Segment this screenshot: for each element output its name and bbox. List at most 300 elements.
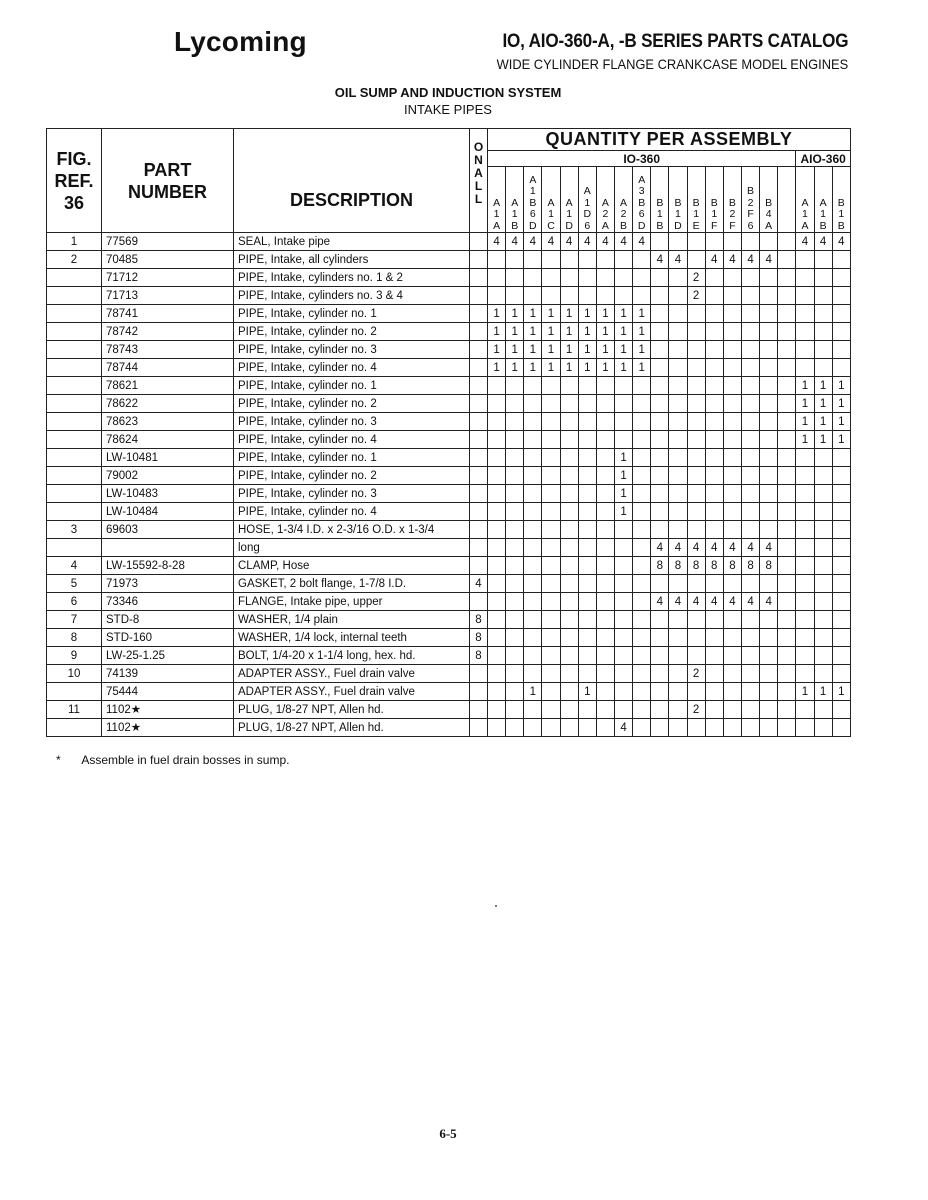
part-number-cell: LW-10484 (102, 503, 234, 521)
on-all-qty-cell (470, 503, 488, 521)
description-cell: WASHER, 1/4 lock, internal teeth (234, 629, 470, 647)
model-code-header (506, 167, 524, 233)
qty-cell (741, 521, 759, 539)
qty-cell (778, 449, 796, 467)
qty-cell (705, 629, 723, 647)
fig-ref-cell (47, 467, 102, 485)
qty-cell (506, 269, 524, 287)
fig-ref-cell: 2 (47, 251, 102, 269)
qty-cell (506, 719, 524, 737)
model-code-char: B (819, 219, 827, 232)
qty-cell (778, 431, 796, 449)
qty-cell (723, 269, 741, 287)
table-row (47, 305, 851, 323)
qty-cell (778, 701, 796, 719)
model-code-char: A (620, 196, 628, 209)
header-text: REF. (54, 170, 94, 191)
qty-cell (796, 629, 814, 647)
model-code-char: D (565, 219, 573, 232)
part-number-cell: 75444 (102, 683, 234, 701)
table-row (47, 359, 851, 377)
qty-cell (560, 287, 578, 305)
qty-cell (633, 557, 651, 575)
quantity-per-assembly-header: QUANTITY PER ASSEMBLY (488, 129, 851, 151)
description-cell: PIPE, Intake, cylinder no. 2 (234, 395, 470, 413)
description-cell: BOLT, 1/4-20 x 1-1/4 long, hex. hd. (234, 647, 470, 665)
qty-cell: 1 (614, 341, 632, 359)
header-text: FIG. (56, 148, 92, 169)
fig-ref-cell (47, 305, 102, 323)
qty-cell (814, 629, 832, 647)
fig-ref-cell: 9 (47, 647, 102, 665)
qty-cell (814, 593, 832, 611)
model-code-header (524, 167, 542, 233)
qty-cell: 4 (633, 233, 651, 251)
qty-cell (614, 395, 632, 413)
qty-cell (741, 305, 759, 323)
qty-cell (614, 611, 632, 629)
model-code-char: F (729, 219, 736, 232)
footnote (56, 753, 289, 767)
qty-cell (614, 269, 632, 287)
qty-cell: 2 (687, 665, 705, 683)
fig-ref-cell (47, 539, 102, 557)
qty-cell (560, 431, 578, 449)
model-code-char: D (637, 219, 646, 232)
qty-cell (705, 575, 723, 593)
qty-cell (832, 647, 850, 665)
qty-cell (596, 611, 614, 629)
description-cell: WASHER, 1/4 plain (234, 611, 470, 629)
qty-cell (651, 287, 669, 305)
qty-cell (687, 647, 705, 665)
qty-cell (524, 377, 542, 395)
model-code-header (796, 167, 814, 233)
qty-cell (542, 503, 560, 521)
qty-cell (814, 485, 832, 503)
qty-cell (760, 341, 778, 359)
qty-cell (778, 395, 796, 413)
table-row (47, 287, 851, 305)
qty-cell (778, 485, 796, 503)
qty-cell (506, 647, 524, 665)
qty-cell (832, 719, 850, 737)
qty-cell (596, 377, 614, 395)
qty-cell (542, 629, 560, 647)
model-code-header (723, 167, 741, 233)
part-number-cell (102, 539, 234, 557)
fig-ref-cell: 1 (47, 233, 102, 251)
qty-cell: 8 (669, 557, 687, 575)
qty-cell (506, 557, 524, 575)
qty-cell (832, 503, 850, 521)
qty-cell (596, 539, 614, 557)
part-number-cell: 69603 (102, 521, 234, 539)
qty-cell (760, 521, 778, 539)
qty-cell: 2 (687, 701, 705, 719)
part-number-cell: LW-10483 (102, 485, 234, 503)
fig-ref-cell: 8 (47, 629, 102, 647)
qty-cell: 8 (760, 557, 778, 575)
qty-cell (542, 719, 560, 737)
qty-cell: 4 (669, 251, 687, 269)
qty-cell (741, 719, 759, 737)
qty-cell (814, 359, 832, 377)
qty-cell: 1 (832, 683, 850, 701)
qty-cell (760, 395, 778, 413)
qty-cell (760, 503, 778, 521)
qty-cell (760, 323, 778, 341)
qty-cell: 1 (614, 467, 632, 485)
part-number-cell: 73346 (102, 593, 234, 611)
header-text: PART (143, 159, 192, 180)
qty-cell (596, 575, 614, 593)
qty-cell (596, 557, 614, 575)
description-cell: PIPE, Intake, cylinder no. 4 (234, 503, 470, 521)
on-all-qty-cell (470, 413, 488, 431)
section-title: OIL SUMP AND INDUCTION SYSTEM (334, 85, 562, 100)
fig-ref-cell: 5 (47, 575, 102, 593)
qty-cell (524, 431, 542, 449)
qty-cell (560, 701, 578, 719)
qty-cell (705, 701, 723, 719)
qty-cell (796, 665, 814, 683)
qty-cell (542, 665, 560, 683)
qty-cell (506, 395, 524, 413)
qty-cell: 1 (578, 359, 596, 377)
qty-cell (687, 503, 705, 521)
fig-ref-cell: 7 (47, 611, 102, 629)
qty-cell (651, 305, 669, 323)
qty-cell (778, 611, 796, 629)
qty-cell (723, 467, 741, 485)
on-all-qty-cell (470, 683, 488, 701)
qty-cell: 4 (723, 539, 741, 557)
qty-cell (596, 395, 614, 413)
qty-cell (560, 467, 578, 485)
part-number-cell: 78621 (102, 377, 234, 395)
qty-cell (506, 467, 524, 485)
qty-cell (814, 323, 832, 341)
qty-cell (651, 629, 669, 647)
model-code-header (669, 167, 687, 233)
qty-cell (814, 503, 832, 521)
model-code-char: 1 (675, 208, 681, 220)
qty-cell (506, 377, 524, 395)
qty-cell (778, 269, 796, 287)
qty-cell: 1 (832, 431, 850, 449)
qty-cell (506, 449, 524, 467)
model-code-char: B (529, 196, 537, 209)
qty-cell: 1 (796, 413, 814, 431)
qty-cell (723, 395, 741, 413)
qty-cell (614, 413, 632, 431)
qty-cell (778, 683, 796, 701)
qty-cell (741, 467, 759, 485)
qty-cell: 1 (614, 323, 632, 341)
qty-cell (814, 341, 832, 359)
parts-table (46, 128, 851, 737)
qty-cell (705, 521, 723, 539)
table-row (47, 593, 851, 611)
qty-cell (633, 467, 651, 485)
qty-cell: 1 (814, 431, 832, 449)
qty-cell (669, 377, 687, 395)
qty-cell: 4 (741, 593, 759, 611)
qty-cell (651, 719, 669, 737)
qty-cell (705, 341, 723, 359)
on-all-qty-cell (470, 305, 488, 323)
qty-cell (723, 233, 741, 251)
qty-cell (596, 593, 614, 611)
qty-cell (832, 305, 850, 323)
model-code-char: A (638, 173, 646, 186)
qty-cell (669, 467, 687, 485)
model-code-char: 1 (529, 185, 536, 197)
qty-cell (651, 449, 669, 467)
qty-cell (651, 269, 669, 287)
qty-cell (614, 377, 632, 395)
on-all-qty-cell (470, 593, 488, 611)
qty-cell (614, 647, 632, 665)
qty-cell (542, 557, 560, 575)
qty-cell (760, 647, 778, 665)
qty-cell (542, 701, 560, 719)
qty-cell (488, 521, 506, 539)
qty-cell: 1 (633, 341, 651, 359)
qty-cell (488, 377, 506, 395)
qty-cell (542, 575, 560, 593)
description-cell: PIPE, Intake, cylinder no. 1 (234, 449, 470, 467)
qty-cell (542, 413, 560, 431)
footnote-symbol: * (56, 753, 61, 767)
qty-cell (669, 287, 687, 305)
qty-cell (488, 467, 506, 485)
on-all-qty-cell: 4 (470, 575, 488, 593)
qty-cell (669, 629, 687, 647)
header-text: O (473, 140, 484, 154)
qty-cell (596, 449, 614, 467)
qty-cell: 1 (542, 359, 560, 377)
qty-cell (488, 431, 506, 449)
model-code-char: 2 (747, 196, 754, 209)
qty-cell (687, 719, 705, 737)
footnote-text: Assemble in fuel drain bosses in sump. (81, 753, 290, 767)
qty-cell (687, 449, 705, 467)
fig-ref-cell (47, 359, 102, 377)
table-row (47, 323, 851, 341)
qty-cell: 1 (524, 683, 542, 701)
qty-cell (687, 233, 705, 251)
model-code-char: B (656, 219, 664, 232)
qty-cell (524, 449, 542, 467)
part-number-cell: 78741 (102, 305, 234, 323)
qty-cell (560, 557, 578, 575)
scan-speck (495, 905, 497, 907)
qty-cell (723, 575, 741, 593)
table-row (47, 485, 851, 503)
qty-cell (560, 719, 578, 737)
fig-ref-cell (47, 431, 102, 449)
fig-ref-cell (47, 449, 102, 467)
qty-cell (488, 449, 506, 467)
qty-cell (723, 431, 741, 449)
qty-cell: 8 (687, 557, 705, 575)
description-cell: PIPE, Intake, cylinder no. 3 (234, 485, 470, 503)
qty-cell (578, 377, 596, 395)
part-number-cell: 78622 (102, 395, 234, 413)
qty-cell (506, 521, 524, 539)
qty-cell (723, 305, 741, 323)
qty-cell (669, 431, 687, 449)
model-code-header (741, 167, 759, 233)
qty-cell (506, 593, 524, 611)
table-row (47, 575, 851, 593)
qty-cell (778, 629, 796, 647)
qty-cell (796, 593, 814, 611)
qty-cell: 1 (578, 683, 596, 701)
qty-cell (741, 665, 759, 683)
fig-ref-cell (47, 683, 102, 701)
part-number-cell: 78744 (102, 359, 234, 377)
model-code-char: A (765, 219, 773, 232)
qty-cell (488, 701, 506, 719)
qty-cell (669, 413, 687, 431)
qty-cell (614, 665, 632, 683)
model-code-char: 6 (638, 208, 645, 220)
qty-cell (705, 359, 723, 377)
qty-cell (633, 665, 651, 683)
qty-cell (596, 719, 614, 737)
qty-cell: 4 (614, 719, 632, 737)
qty-cell (796, 539, 814, 557)
qty-cell (542, 287, 560, 305)
model-code-header (633, 167, 651, 233)
table-row (47, 539, 851, 557)
qty-cell (669, 323, 687, 341)
qty-cell: 1 (814, 413, 832, 431)
model-code-char: B (728, 196, 736, 209)
qty-cell (832, 701, 850, 719)
qty-cell (633, 611, 651, 629)
qty-cell: 4 (705, 593, 723, 611)
qty-cell (760, 683, 778, 701)
qty-cell (814, 665, 832, 683)
qty-cell (560, 539, 578, 557)
qty-cell (596, 683, 614, 701)
model-code-char: D (529, 219, 537, 232)
table-row (47, 665, 851, 683)
qty-cell (723, 521, 741, 539)
qty-cell: 1 (596, 359, 614, 377)
qty-cell (741, 377, 759, 395)
qty-cell (596, 413, 614, 431)
qty-cell (741, 359, 759, 377)
qty-cell: 1 (796, 431, 814, 449)
qty-cell (778, 503, 796, 521)
qty-cell (741, 395, 759, 413)
qty-cell (524, 665, 542, 683)
qty-cell (542, 593, 560, 611)
qty-cell (814, 521, 832, 539)
qty-cell: 1 (614, 305, 632, 323)
qty-cell: 4 (614, 233, 632, 251)
qty-cell: 1 (814, 377, 832, 395)
qty-cell: 1 (542, 305, 560, 323)
qty-cell (796, 485, 814, 503)
description-cell: PIPE, Intake, cylinder no. 1 (234, 305, 470, 323)
qty-cell (705, 647, 723, 665)
qty-cell (633, 539, 651, 557)
model-code-header (760, 167, 778, 233)
part-number-cell: LW-10481 (102, 449, 234, 467)
part-number-cell: 74139 (102, 665, 234, 683)
qty-cell (578, 287, 596, 305)
qty-cell (560, 611, 578, 629)
qty-cell (832, 557, 850, 575)
qty-cell (669, 701, 687, 719)
model-code-char: B (710, 196, 718, 209)
model-code-char: E (692, 219, 700, 232)
qty-cell (506, 683, 524, 701)
qty-cell (778, 251, 796, 269)
qty-cell (832, 359, 850, 377)
qty-cell: 4 (705, 539, 723, 557)
qty-cell (814, 287, 832, 305)
qty-cell (651, 431, 669, 449)
qty-cell (560, 593, 578, 611)
qty-cell (633, 701, 651, 719)
table-row (47, 521, 851, 539)
qty-cell (524, 575, 542, 593)
qty-cell (542, 395, 560, 413)
model-code-char (778, 221, 795, 233)
qty-cell (560, 395, 578, 413)
qty-cell (687, 377, 705, 395)
table-row (47, 611, 851, 629)
model-code-char: B (511, 219, 519, 232)
qty-cell (778, 593, 796, 611)
qty-cell (578, 269, 596, 287)
part-number-cell: 78623 (102, 413, 234, 431)
model-code-char: B (765, 196, 773, 209)
qty-cell (778, 557, 796, 575)
qty-cell (741, 287, 759, 305)
qty-cell: 1 (488, 359, 506, 377)
qty-cell: 1 (488, 305, 506, 323)
table-row (47, 503, 851, 521)
description-cell: CLAMP, Hose (234, 557, 470, 575)
table-row (47, 431, 851, 449)
qty-cell (488, 593, 506, 611)
qty-cell (832, 611, 850, 629)
model-code-char: 1 (493, 208, 500, 220)
qty-cell (633, 593, 651, 611)
description-header: DESCRIPTION (234, 129, 470, 233)
qty-cell (578, 503, 596, 521)
qty-cell (669, 233, 687, 251)
qty-cell (687, 323, 705, 341)
model-code-char: 2 (729, 208, 736, 220)
qty-cell (778, 413, 796, 431)
qty-cell (778, 287, 796, 305)
qty-cell: 1 (796, 377, 814, 395)
qty-cell (796, 359, 814, 377)
description-cell: PIPE, Intake, cylinders no. 1 & 2 (234, 269, 470, 287)
qty-cell (524, 413, 542, 431)
table-row (47, 233, 851, 251)
qty-cell (596, 467, 614, 485)
